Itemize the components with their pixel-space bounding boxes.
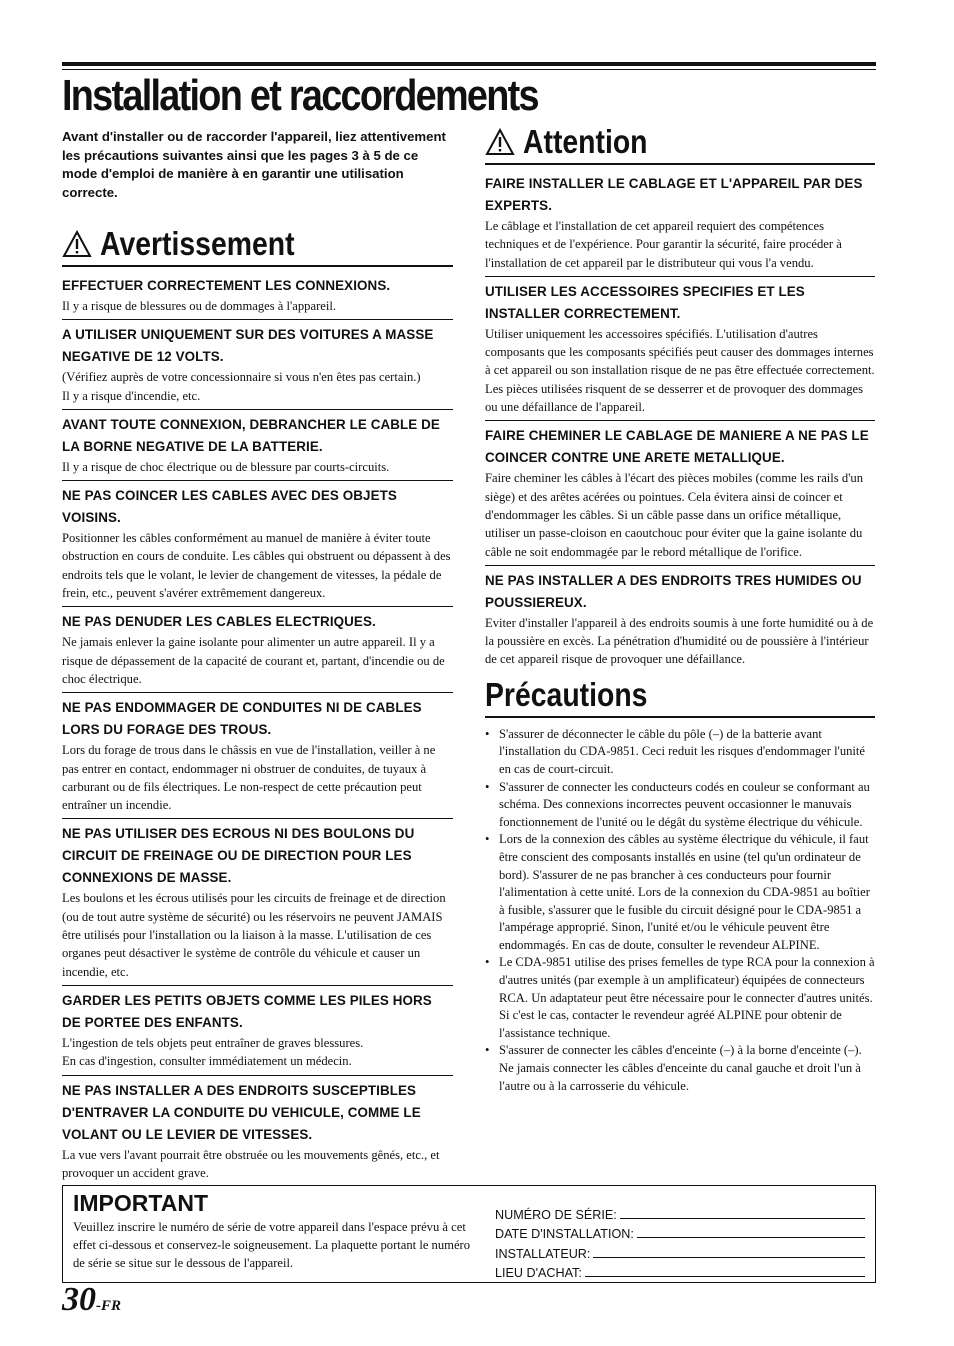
attention-item — [485, 420, 875, 560]
item-body-line: Il y a risque d'incendie, etc. — [62, 388, 201, 403]
item-body-line: Il y a risque de blessures ou de dommages à l'appareil. — [62, 299, 337, 313]
item-heading: UTILISER LES ACCESSOIRES SPECIFIES ET LES INSTALLER CORRECTEMENT. — [485, 283, 805, 321]
item-body — [62, 889, 453, 980]
item-body-line: Eviter d'installer l'appareil à des endroits soumis à une forte humidité ou à de la poussière en excès. La pénétration d'humidité ou de poussière à l'intérieur de cet appareil risque de provoquer une défaillance. — [485, 615, 874, 667]
intro-text: Avant d'installer ou de raccorder l'appareil, liez attentivement les précautions suivantes ainsi que les pages 3 à 5 de ce mode d'emploi de manière à en garantir une utilisation correcte. — [62, 129, 446, 200]
precautions-header — [485, 677, 875, 718]
field-line — [637, 1237, 865, 1238]
item-body — [62, 741, 453, 814]
item-body — [62, 368, 453, 405]
serial-number-field[interactable] — [495, 1202, 865, 1222]
avertissement-item — [62, 319, 453, 405]
item-body-line: La vue vers l'avant pourrait être obstruée ou les mouvements gênés, etc., et provoquer un accident grave. — [62, 1147, 440, 1180]
item-body-line: Lors du forage de trous dans le châssis en vue de l'installation, veiller à ne pas entrer en contact, endommager ni obstruer de conduites, de tuyaux à carburant ou de fils électriques. Le non-respect de cette précaution peut entraîner un incendie. — [62, 743, 436, 813]
avertissement-item — [62, 480, 453, 602]
item-body-line: Faire cheminer les câbles à l'écart des pièces mobiles (comme les rails d'un siège) et des arêtes acérées ou pointues. Cela évitera ainsi de coincer et d'endommager les câbles. Si un câble passe dans un orifice métallique, utiliser un passe-cloison en caoutchouc pour éviter que la gaine isolante du câble ne soit endommagée par le rebord métallique de l'orifice. — [485, 471, 864, 559]
item-heading: FAIRE INSTALLER LE CABLAGE ET L'APPAREIL PAR DES EXPERTS. — [485, 176, 863, 213]
item-heading: NE PAS ENDOMMAGER DE CONDUITES NI DE CABLES LORS DU FORAGE DES TROUS. — [62, 700, 422, 738]
item-heading: GARDER LES PETITS OBJETS COMME LES PILES HORS DE PORTEE DES ENFANTS. — [62, 992, 432, 1030]
item-body — [62, 1146, 453, 1183]
attention-title: Attention — [523, 123, 648, 160]
important-box — [62, 1185, 876, 1283]
item-body-line: (Vérifiez auprès de votre concessionnaire si vous n'en êtes pas certain.) — [62, 370, 421, 385]
item-body — [485, 469, 875, 560]
item-body-line: Utiliser uniquement les accessoires spécifiés. L'utilisation d'autres composants que les composants spécifiés peut causer des dommages internes à cet appareil ou son installation risque de ne pas être effectuée correctement. Les pièces utilisées risquent de se desserrer et de provoquer des dommages ou une défaillance de l'appareil. — [485, 326, 875, 415]
item-heading: NE PAS COINCER LES CABLES AVEC DES OBJETS VOISINS. — [62, 488, 397, 526]
field-label: DATE D'INSTALLATION: — [495, 1227, 634, 1241]
item-body-line: Positionner les câbles conformément au manuel de manière à éviter toute obstruction en cours de conduite. Les câbles qui obstruent ou dépassent à des endroits tels que le volant, le levier de changement de vitesses, la pédale de frein, etc., peuvent s'avérer extrêmement dangereux. — [62, 531, 451, 601]
item-body — [485, 217, 875, 272]
purchase-place-field[interactable] — [495, 1261, 865, 1281]
item-heading: NE PAS INSTALLER A DES ENDROITS SUSCEPTIBLES D'ENTRAVER LA CONDUITE DU VEHICULE, COMME LE VOLANT OU LE LEVIER DE VITESSES. — [62, 1082, 421, 1142]
field-label: LIEU D'ACHAT: — [495, 1266, 582, 1280]
page-number — [62, 1280, 121, 1326]
warning-triangle-icon — [62, 230, 92, 258]
page-number-value: 30 — [62, 1281, 96, 1318]
item-body-line: Le câblage et l'installation de cet appareil requiert des compétences techniques et de l'expérience. Pour garantir la sécurité, faire procéder à l'installation de cet appareil par le distributeur qui vous l'a vendu. — [485, 219, 842, 270]
field-label: NUMÉRO DE SÉRIE: — [495, 1207, 617, 1222]
field-label: INSTALLATEUR: — [495, 1246, 591, 1261]
item-body-line: Il y a risque de choc électrique ou de blessure par courts-circuits. — [62, 459, 390, 474]
item-body — [485, 325, 875, 416]
avertissement-header — [62, 226, 453, 267]
field-line — [593, 1257, 865, 1258]
item-body-line: En cas d'ingestion, consulter immédiatement un médecin. — [62, 1054, 352, 1069]
avertissement-list — [62, 273, 453, 1182]
item-body — [62, 458, 453, 476]
item-heading: NE PAS INSTALLER A DES ENDROITS TRES HUMIDES OU POUSSIEREUX. — [485, 572, 862, 610]
item-heading: A UTILISER UNIQUEMENT SUR DES VOITURES A MASSE NEGATIVE DE 12 VOLTS. — [62, 327, 434, 365]
avertissement-item — [62, 606, 453, 688]
avertissement-item — [62, 273, 453, 315]
item-body — [62, 297, 453, 315]
field-line — [620, 1218, 865, 1219]
left-column — [62, 128, 453, 1186]
precaution-bullet: • Le CDA-9851 utilise des prises femelles de type RCA pour la connexion à d'autres unités (par exemple à un amplificateur) équipées de connecteurs RCA. Un adaptateur peut être nécessaire pour le connecter d'autres unités. Si c'est le cas, contacter le revendeur agréé ALPINE pour obtenir de l'assistance technique. — [485, 954, 875, 1042]
item-body — [62, 1034, 453, 1071]
installer-field[interactable] — [495, 1241, 865, 1261]
item-heading: NE PAS UTILISER DES ECROUS NI DES BOULONS DU CIRCUIT DE FREINAGE OU DE DIRECTION POUR LES CONNEXIONS DE MASSE. — [62, 826, 415, 886]
avertissement-item — [62, 1075, 453, 1183]
attention-item — [485, 171, 875, 272]
precautions-title: Précautions — [485, 675, 648, 713]
item-heading: EFFECTUER CORRECTEMENT LES CONNEXIONS. — [62, 278, 391, 293]
warning-triangle-icon — [485, 128, 515, 156]
attention-item — [485, 276, 875, 416]
precautions-list — [485, 726, 875, 1095]
important-text: Veuillez inscrire le numéro de série de votre appareil dans l'espace prévu à cet effet ci-dessous et conservez-le soigneusement. La plaquette portant le numéro de série se situe sur le dessous de l'appareil. — [73, 1220, 471, 1270]
title-rule-thick — [62, 62, 876, 66]
item-body-line: L'ingestion de tels objets peut entraîner de graves blessures. — [62, 1035, 364, 1050]
item-heading: NE PAS DENUDER LES CABLES ELECTRIQUES. — [62, 614, 376, 630]
avertissement-item — [62, 409, 453, 476]
install-date-field[interactable] — [495, 1222, 865, 1242]
avertissement-item — [62, 692, 453, 814]
field-line — [585, 1276, 865, 1277]
serial-form — [495, 1202, 865, 1280]
precaution-bullet: • S'assurer de déconnecter le câble du pôle (–) de la batterie avant l'installation du CDA-9851. Ceci reduit les risques d'endommager l'unité en cas de court-circuit. — [485, 726, 875, 779]
precaution-bullet: • S'assurer de connecter les câbles d'enceinte (–) à la borne d'enceinte (–). Ne jamais connecter les câbles d'enceinte du canal gauche et droit l'un à l'autre ou à la carrosserie du véhicule. — [485, 1042, 875, 1095]
avertissement-item — [62, 818, 453, 980]
right-column — [485, 124, 875, 1095]
precaution-bullet: • Lors de la connexion des câbles au système électrique du véhicule, il faut être conscient des composants installés en usine (tel qu'un ordinateur de bord). S'assurer de ne pas brancher à ces conducteurs pour fournir l'alimentation à cette unité. Lors de la connexion du CDA-9851 au boîtier à fusible, s'assurer que le fusible du circuit désigné pour le CDA-9851 a l'ampérage approprié. Sinon, l'unité et/ou le véhicule peuvent être endommagés. En cas de doute, consulter le revendeur ALPINE. — [485, 831, 875, 954]
item-body-line: Les boulons et les écrous utilisés pour les circuits de freinage et de direction (ou de tout autre système de sécurité) ou les réservoirs ne peuvent JAMAIS être utilisés pour l'installation ou la liaison à la masse. L'utilisation de ces organes peut désactiver le système de contrôle du véhicule et causer un incendie, etc. — [62, 891, 446, 979]
important-title: IMPORTANT — [73, 1190, 209, 1216]
page-title: Installation et raccordements — [62, 71, 538, 120]
item-body — [62, 529, 453, 602]
item-heading: FAIRE CHEMINER LE CABLAGE DE MANIERE A NE PAS LE COINCER CONTRE UNE ARETE METALLIQUE. — [485, 428, 869, 466]
precaution-bullet: • S'assurer de connecter les conducteurs codés en couleur se conformant au schéma. Des connexions incorrectes peuvent occasionner le manuvais fonctionnement de l'unité ou le dégât du système électrique du véhicule. — [485, 779, 875, 832]
item-heading: AVANT TOUTE CONNEXION, DEBRANCHER LE CABLE DE LA BORNE NEGATIVE DE LA BATTERIE. — [62, 416, 440, 454]
avertissement-item — [62, 985, 453, 1071]
item-body — [62, 633, 453, 688]
attention-item — [485, 565, 875, 669]
item-body-line: Ne jamais enlever la gaine isolante pour alimenter un autre appareil. Il y a risque de dépassement de la capacité de courant et, partant, d'incendie ou de choc électrique. — [62, 635, 445, 686]
attention-header — [485, 124, 875, 165]
page-number-suffix: -FR — [96, 1298, 122, 1314]
item-body — [485, 614, 875, 669]
attention-list — [485, 171, 875, 669]
avertissement-title: Avertissement — [100, 225, 295, 262]
